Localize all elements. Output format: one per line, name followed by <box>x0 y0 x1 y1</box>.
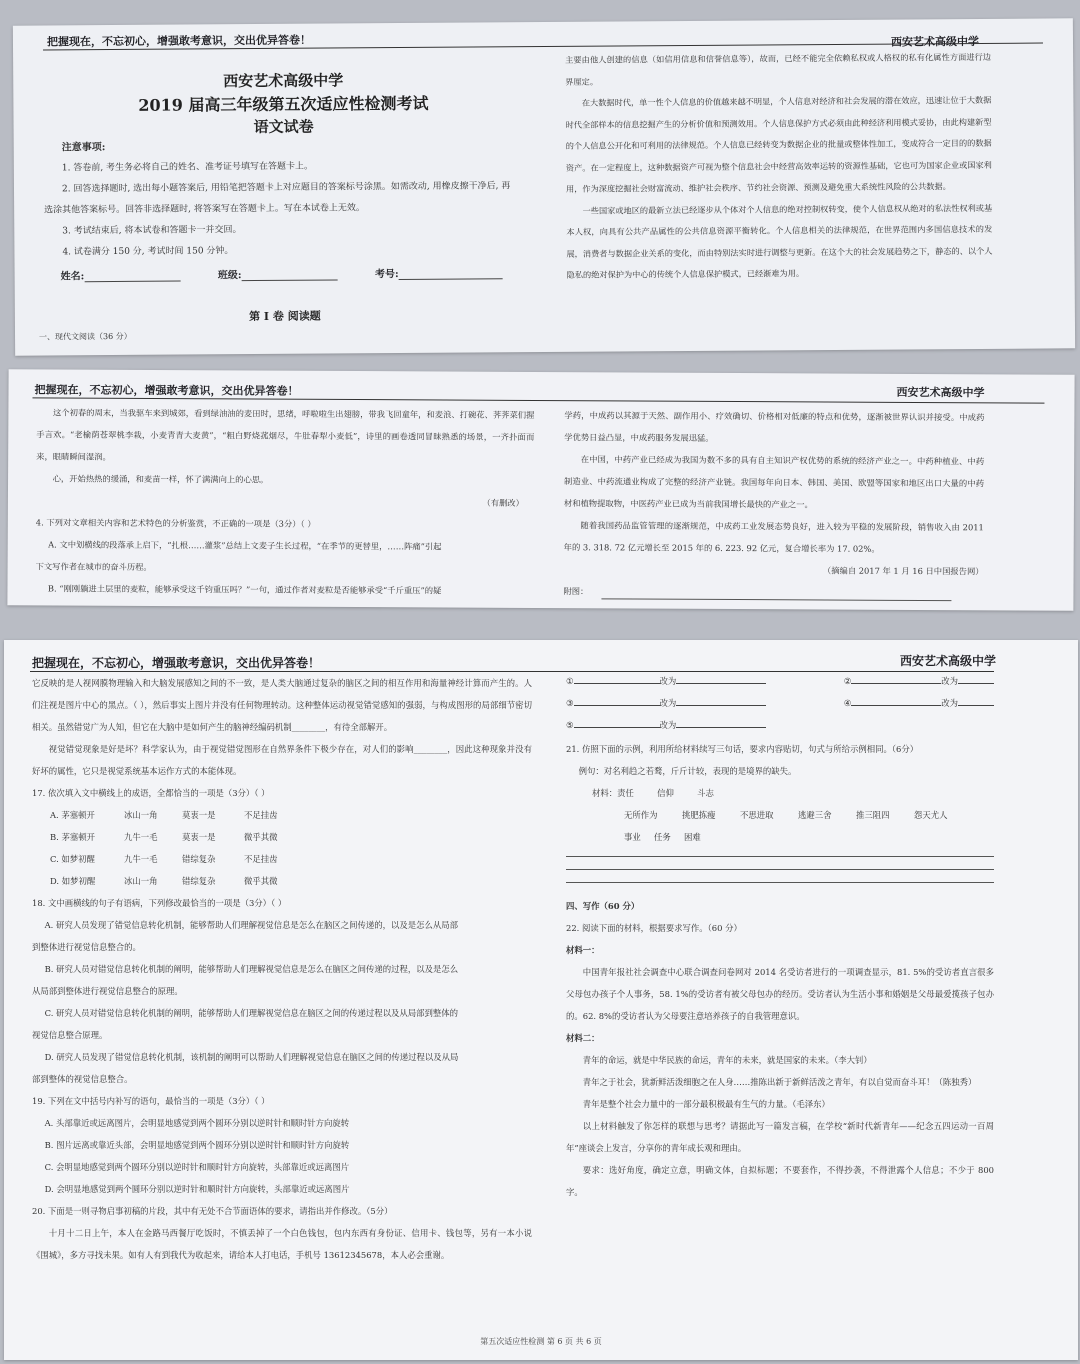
paragraph: 学药，中成药以其源于天然、副作用小、疗效确切、价格相对低廉的特点和优势，逐渐被世界认识并接受。中成药学优势日益凸显，中成药服务发展迅猛。 <box>564 410 985 443</box>
reading-text-right <box>565 47 993 286</box>
q18-option-b[interactable]: B. 研究人员对错觉信息转化机制的阐明，能够帮助人们理解视觉信息是怎么在脑区之间传递的过程，以及是怎么 <box>44 964 459 974</box>
banner-slogan: 把握现在，不忘初心，增强敢考意识，交出优异答卷！ <box>32 656 321 670</box>
note-4: 4. 试卷满分 150 分, 考试时间 150 分钟。 <box>62 246 234 258</box>
question-20: 20. 下面是一则寻物启事初稿的片段，其中有无处不合节面语体的要求，请指出并作修改。（5分） <box>32 1206 393 1216</box>
material-2-quote-1: 青年的命运，就是中华民族的命运，青年的未来，就是国家的未来。（李大钊） <box>582 1055 872 1065</box>
page-footer: 第五次适应性检测 第 6 页 共 6 页 <box>480 1337 602 1346</box>
banner-school: 西安艺术高级中学 <box>896 385 985 400</box>
question-4: 4. 下列对文章相关内容和艺术特色的分析鉴赏，不正确的一项是（3分）（ ） <box>35 517 316 529</box>
notes-heading: 注意事项: <box>61 142 106 154</box>
q18-option-c-cont: 视觉信息整合原理。 <box>32 1030 108 1040</box>
q19-option-c[interactable]: C. 会明显地感觉到两个圆环分别以逆时针和顺时针方向旋转，头部靠近或远离图片 <box>44 1162 350 1172</box>
material-1-label: 材料一： <box>566 945 600 955</box>
q21-answer-line-3[interactable] <box>566 882 994 883</box>
q20-answer-row-1: ① 改为 ② 改为 <box>566 670 994 692</box>
question-18: 18. 文中画横线的句子有语病，下列修改最恰当的一项是（3分）（ ） <box>32 898 287 908</box>
q4-option-a: A. 文中划横线的段落承上启下，“扎根……灌浆”总结上文麦子生长过程，“在季节的更替里，……阵痛”引起 <box>48 539 442 552</box>
q17-option-d[interactable]: D. 如梦初醒 冰山一角 错综复杂 微乎其微 <box>50 876 278 886</box>
exam-school-title: 西安艺术高级中学 <box>223 71 344 91</box>
writing-prompt: 以上材料触发了你怎样的联想与思考？请据此写一篇发言稿，在学校“新时代新青年——纪念五四运动一百周年”座谈会上发言，分享你的青年成长观和理由。 <box>566 1121 994 1153</box>
material-2-quote-3: 青年是整个社会力量中的一部分最积极最有生气的力量。（毛泽东） <box>582 1099 830 1109</box>
q21-example: 例句：对名利趋之若鹜，斤斤计较，表现的是境界的缺失。 <box>578 766 797 776</box>
banner-school: 西安艺术高级中学 <box>890 34 980 49</box>
language-questions-right <box>566 670 994 1203</box>
part-4-heading: 四、写作（60 分） <box>566 901 640 911</box>
banner-slogan: 把握现在，不忘初心，增强敢考意识，交出优异答卷！ <box>46 33 312 49</box>
q19-option-d[interactable]: D. 会明显地感觉到两个圆环分别以逆时针和顺时针方向旋转，头部靠近或远离图片 <box>44 1184 350 1194</box>
q18-option-d[interactable]: D. 研究人员发现了错觉信息转化机制，该机制的阐明可以帮助人们理解视觉信息在脑区之间的传递过程以及从局 <box>44 1052 459 1062</box>
q18-option-a[interactable]: A. 研究人员发现了错觉信息转化机制，能够帮助人们理解视觉信息是怎么在脑区之间传递的，以及是怎么从局部 <box>44 920 458 930</box>
student-fields <box>61 264 537 282</box>
exam-title: 2019 届高三年级第五次适应性检测考试 <box>138 93 429 115</box>
question-17: 17. 依次填入文中横线上的成语，全都恰当的一项是（3分）（ ） <box>32 788 270 798</box>
answer-blank[interactable] <box>676 673 766 684</box>
note-3: 3. 考试结束后, 将本试卷和答题卡一并交回。 <box>62 225 242 237</box>
q17-option-c[interactable]: C. 如梦初醒 九牛一毛 错综复杂 不足挂齿 <box>50 854 278 864</box>
q17-option-a[interactable]: A. 茅塞顿开 冰山一角 莫衷一是 不足挂齿 <box>50 810 278 820</box>
paragraph: 在中国，中药产业已经成为我国为数不多的具有自主知识产权优势的系统的经济产业之一。中药种植业、中药制造业、中药流通业构成了完整的经济产业链。我国每年向日本、韩国、美国、欧盟等国家和地区出口大量的中药材和植物提取物，中医药产业已成为当前我国增长最快的产业之一。 <box>563 454 985 510</box>
q17-option-b[interactable]: B. 茅塞顿开 九牛一毛 莫衷一是 微乎其微 <box>50 832 278 842</box>
material-1-text: 中国青年报社社会调查中心联合调查问卷网对 2014 名受访者进行的一项调查显示，81. 5%的受访者直言很多父母包办孩子个人事务，58. 1%的受访者有被父母包办的经历。受访者认为生活小事和婚姻是父母最爱揽孩子包办的。62. 8%的受访者认为父母要注意培养孩子的自我管理意识。 <box>566 967 994 1021</box>
answer-blank[interactable] <box>574 695 660 706</box>
answer-blank[interactable] <box>574 717 660 728</box>
answer-blank[interactable] <box>676 717 766 728</box>
q19-option-b[interactable]: B. 图片远离或靠近头部，会明显地感觉到两个圆环分别以逆时针和顺时针方向旋转 <box>44 1140 350 1150</box>
paragraph: 这个初春的周末，当我驱车来到城郊，看到绿油油的麦田时，思绪，呼啦啦生出翅膀，带我飞回童年，和麦浪、打碗花、荠荠菜们握手言欢。“老榆荫苍翠桃李栽，小麦青青大麦黄”，“粗白野烧菰烟尽，牛肚春犁小麦低”，诗里的画卷透同冒昧熟悉的场景，一齐扑面而来，眼睛瞬间湿润。 <box>36 407 535 462</box>
exam-page-6 <box>4 640 1078 1360</box>
answer-blank[interactable] <box>851 673 941 684</box>
banner-school: 西安艺术高级中学 <box>900 654 997 668</box>
figure-frame-top <box>601 598 951 607</box>
section-title: 第 I 卷 阅读题 <box>249 309 321 324</box>
q18-option-c[interactable]: C. 研究人员对错觉信息转化机制的阐明，能够帮助人们理解视觉信息在脑区之间的传递过程以及从局部到整体的 <box>44 1008 459 1018</box>
material-2-quote-2: 青年之于社会，犹新鲜活泼细胞之在人身……推陈出新于新鲜活泼之青年，有以自觉而奋斗耳！（陈独秀） <box>582 1077 977 1087</box>
q4-option-b: B. “刚刚躺进土层里的麦粒，能够承受这千钧重压吗？”一句，通过作者对麦粒是否能够承受“千斤重压”的疑 <box>47 583 442 596</box>
q20-answer-row-3: ⑤ 改为 <box>566 714 994 736</box>
q18-option-b-cont: 从局部到整体进行视觉信息整合的原理。 <box>32 986 183 996</box>
exam-subject: 语文试卷 <box>253 117 314 137</box>
source-note: （摘编自 2017 年 1 月 16 日中国报告网） <box>822 565 984 577</box>
q4-option-a-cont: 下文写作者在城市的奋斗历程。 <box>35 561 152 572</box>
reading-text-right <box>563 404 984 604</box>
answer-blank[interactable] <box>574 673 660 684</box>
q21-answer-line-1[interactable] <box>566 856 994 857</box>
banner-slogan: 把握现在，不忘初心，增强敢考意识，交出优异答卷！ <box>34 383 299 398</box>
q17-options <box>32 804 532 892</box>
writing-requirements: 要求：选好角度，确定立意，明确文体，自拟标题；不要套作，不得抄袭，不得泄露个人信息；不少于 800 字。 <box>566 1165 994 1197</box>
question-21: 21. 仿照下面的示例，利用所给材料续写三句话，要求内容贴切，句式与所给示例相同。（6分） <box>566 744 919 754</box>
class-label: 班级: <box>217 270 242 282</box>
language-questions-left <box>32 672 532 1266</box>
paragraph: 在大数据时代，单一性个人信息的价值越来越不明显，个人信息对经济和社会发展的潜在效应，迅速让位于大数据时代全部样本的信息挖掘产生的分析价值和预测效用。个人信息保护方式必须由此种经济利用模式妥协，由此构建新型的个人信息公开化和可利用的法律规范。个人信息已经转变为数据企业的批量或整体性加工，变成符合一定目的的数据资产。在一定程度上，这种数据资产可视为整个信息社会中经营高效率运转的资源性基础，它也可为国家企业或国家利用，作为深度挖掘社会财富流动、维护社会秩序、节约社会资源、预测及避免重大系统性风险的公共数据。 <box>565 94 992 194</box>
q19-option-a[interactable]: A. 头部靠近或远离图片，会明显地感觉到两个圆环分别以逆时针和顺时针方向旋转 <box>44 1118 350 1128</box>
exam-page-1 <box>13 18 1075 355</box>
paragraph: 它反映的是人视网膜物理输入和大脑发展感知之间的不一致，是人类大脑通过复杂的脑区之间的相互作用和海量神经计算而产生的。人们注视是图片中心的黑点。（ ），然后事实上图片并没有任何物理转动。这种整体运动视觉错觉感知的强弱，与构成图形的局部细节密切相关。虽然错觉广为人知，但它在大脑中是如何产生的脑神经编码机制________，有待全部解开。 <box>32 678 532 732</box>
q18-option-d-cont: 部到整体的视觉信息整合。 <box>32 1074 133 1084</box>
paragraph: 主要由他人创建的信息（如信用信息和信誉信息等），故而，已经不能完全依赖私权或人格权的私有化属性方面进行边界厘定。 <box>565 51 992 87</box>
paragraph: 一些国家或地区的最新立法已经逐步从个体对个人信息的绝对控制权转变，使个人信息权从绝对的私法性权利或基本人权，向具有公共产品属性的公共信息资源平衡转化。个人信息相关的法律规范，在世界范围内多国信息技术的发展，消费者与数据企业关系的变化，而由特别法实时进行调整与更新。在这个大的社会发展趋势之下，静态的、以个人隐私的绝对保护为中心的传统个人信息保护模式，已经渐难为用。 <box>566 202 993 280</box>
number-label: 考号: <box>374 269 399 281</box>
note-2: 2. 回答选择题时, 选出每小题答案后, 用铅笔把答题卡上对应题目的答案标号涂黑。如需改动, 用橡皮擦干净后, 再 <box>61 181 511 195</box>
paragraph: 随着我国药品监管管理的逐渐规范，中成药工业发展态势良好，进入较为平稳的发展阶段，销售收入由 2011 年的 3. 318. 72 亿元增长至 2015 年的 6. 223. 92 亿元，复合增长率为 17. 02%。 <box>563 520 984 554</box>
question-22: 22. 阅读下面的材料，根据要求写作。（60 分） <box>566 923 742 933</box>
class-blank[interactable] <box>241 267 337 281</box>
q20-notice-text: 十月十二日上午，本人在金路马西餐厅吃饭时，不慎丢掉了一个白色钱包，包内东西有身份证、信用卡、钱包等，另有一本小说《围城》，多方寻找未果。如有人有到我代为收起来，请给本人打电话，手机号 13612345678，本人必会重谢。 <box>32 1228 532 1260</box>
source-note: （有删改） <box>482 497 524 508</box>
exam-page-2 <box>7 369 1074 611</box>
part-1-heading: 一、现代文阅读（36 分） <box>39 331 132 342</box>
q18-option-a-cont: 到整体进行视觉信息整合的。 <box>32 942 141 952</box>
q21-answer-line-2[interactable] <box>566 869 994 870</box>
answer-blank[interactable] <box>958 673 994 684</box>
paragraph: 视觉错觉现象是好是坏？科学家认为，由于视觉错觉图形在自然界条件下极少存在，对人们的影响________，因此这种现象并没有好坏的属性，它只是视觉系统基本运作方式的本能体现。 <box>32 744 532 776</box>
notes-block <box>44 134 555 264</box>
q21-materials-row-2: 无所作为 挑肥拣瘦 不思进取 逃避三舍 推三阻四 怨天尤人 <box>624 810 948 820</box>
answer-blank[interactable] <box>851 695 941 706</box>
note-2-cont: 选涂其他答案标号。回答非选择题时, 将答案写在答题卡上。写在本试卷上无效。 <box>44 203 365 216</box>
number-blank[interactable] <box>399 266 503 280</box>
name-label: 姓名: <box>60 271 85 283</box>
material-2-label: 材料二： <box>566 1033 600 1043</box>
note-1: 1. 答卷前, 考生务必将自己的姓名、准考证号填写在答题卡上。 <box>61 161 314 174</box>
question-19: 19. 下列在文中括号内补写的语句，最恰当的一项是（3分）（ ） <box>32 1096 270 1106</box>
answer-blank[interactable] <box>958 695 994 706</box>
name-blank[interactable] <box>84 269 180 283</box>
attached-figure-label: 附图： <box>563 586 589 597</box>
q21-materials-row-1: 材料： 责任 信仰 斗志 <box>592 788 714 798</box>
q20-answer-row-2: ③ 改为 ④ 改为 <box>566 692 994 714</box>
reading-text-left <box>35 401 534 602</box>
answer-blank[interactable] <box>676 695 766 706</box>
paragraph: 心，开始热热的缓涌，和麦苗一样，怀了满满向上的心思。 <box>52 473 269 485</box>
q21-materials-row-3: 事业 任务 困难 <box>624 832 701 842</box>
